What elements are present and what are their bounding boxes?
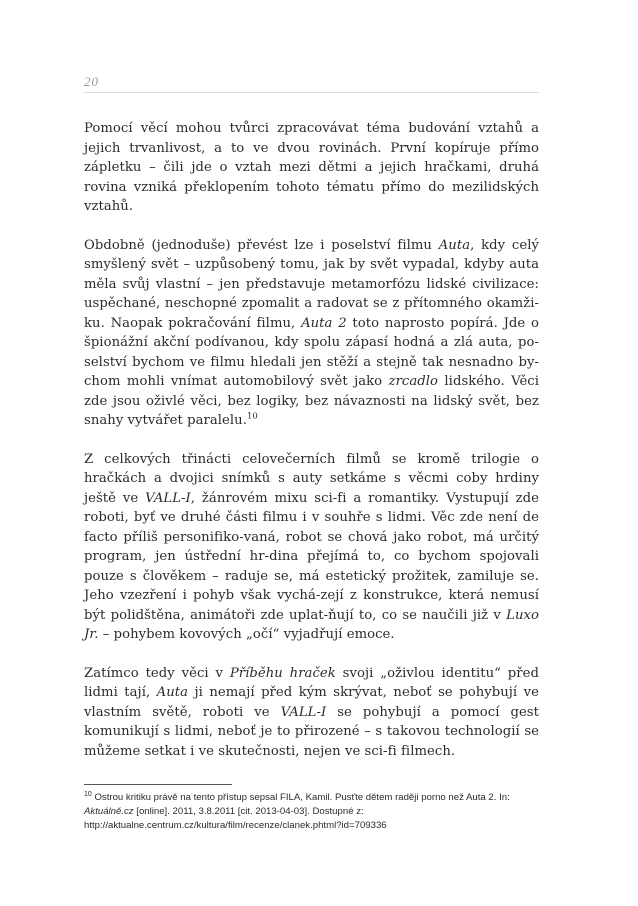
- paragraph-4: Zatímco tedy věci v Příběhu hraček svoji „oživlou identitu“ před lidmi tají, Auta ji nemají před kým skrývat, neboť se pohybují ve vlastním světě, roboti ve VALL-I se pohybují a pomocí gest komunikují s lidmi, neboť je to přirozené – s takovou technologií se můžeme setkat i ve skutečnosti, nejen ve sci-fi filmech.: [84, 665, 539, 759]
- paragraph-2: Obdobně (jednoduše) převést lze i poselství filmu Auta, kdy celý smyšlený svět – uzpůsobený tomu, jak by svět vypadal, kdyby auta měla svůj vlastní – jen představuje metamorfózu lidské civilizace: uspěchané, neschopné zpomalit a radovat se z přítomného okamži-ku. Naopak pokračování filmu, Auta 2 toto naprosto popírá. Jde o špionážní akční podívanou, kdy spolu zápasí hodná a zlá auta, po-selství bychom ve filmu hledali jen stěží a stejně tak nesnadno by-chom mohli vnímat automobilový svět jako zrcadlo lidského. Věci zde jsou oživlé věci, bez logiky, bez návaznosti na lidský svět, bez snahy vytvářet paralelu.$^{10}$: [84, 237, 540, 428]
- header-rule: [84, 92, 539, 93]
- paragraph-3: Z celkových třinácti celovečerních filmů se kromě trilogie o hračkách a dvojici snímků s auty setkáme s věcmi coby hrdiny ještě ve VALL-I, žánrovém mixu sci-fi a romantiky. Vystupují zde roboti, byť ve druhé části filmu i v souhře s lidmi. Věc zde není de facto příliš personifiko-vaná, robot se chová jako robot, má určitý program, jen ústřední hr-dina přejímá to, co bychom spojovali pouze s člověkem – raduje se, má estetický prožitek, zamiluje se. Jeho vzezření i pohyb však vychá-zejí z konstrukce, která nemusí být polidštěna, animátoři zde uplat-ňují to, co se naučili již v Luxo Jr. – pohybem kovových „očí“ vyjadřují emoce.: [84, 451, 539, 642]
- page-number: 20: [84, 74, 99, 89]
- body-text: [84, 119, 539, 761]
- footnote-mark: 10: [84, 790, 92, 798]
- footnote-rule: [84, 784, 232, 785]
- footnote: [84, 791, 539, 833]
- paragraph-1: Pomocí věcí mohou tvůrci zpracovávat téma budování vztahů a jejich trvanlivost, a to ve dvou rovinách. První kopíruje přímo zápletku – čili jde o vztah mezi dětmi a jejich hračkami, druhá rovina vzniká překlopením tohoto tématu přímo do mezilidských vztahů.: [84, 121, 539, 214]
- footnote-text: Ostrou kritiku právě na tento přístup sepsal FILA, Kamil. Pusťte dětem raději porno než Auta 2. In: Aktuálně.cz [online]. 2011, 3.8.2011 [cit. 2013-04-03]. Dostupné z: http://aktualne.centrum.cz/kultura/film/recenze/clanek.phtml?id=709336: [84, 792, 510, 831]
